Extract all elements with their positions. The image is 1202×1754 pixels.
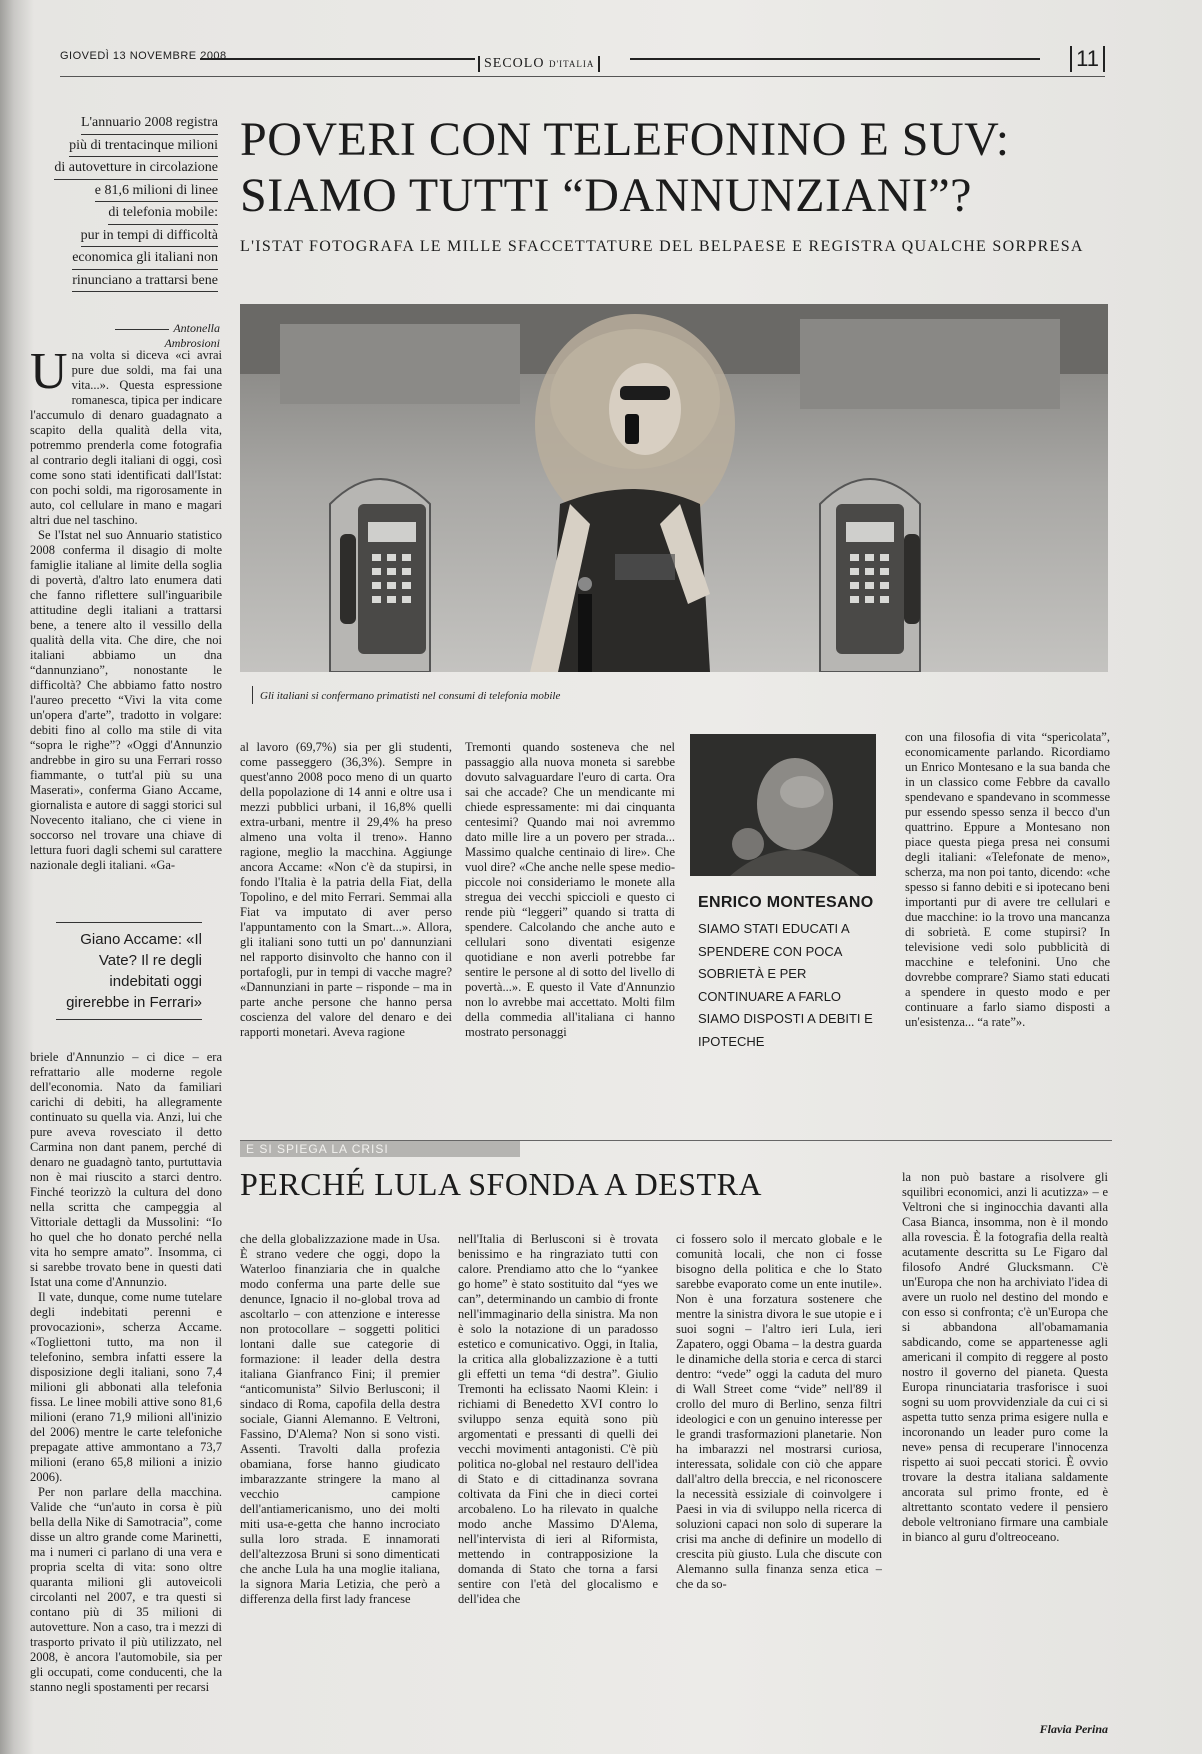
header-underline	[60, 76, 1105, 77]
headline-line-2: SIAMO TUTTI “DANNUNZIANI”?	[240, 169, 972, 222]
paragraph: la non può bastare a risolvere gli squilibri economici, anzi li acutizza» – e Veltroni che si inginocchia davanti alla Casa Bianca, insomma, non è il mondo alla rovescia. È la fotografia della realtà acutamente descritta su Le Figaro dal filosofo André Glucksmann. C'è un'Europa che non ha archiviato l'idea di avere un ruolo nel destino del mondo e con esso si confronta; c'è un'Europa che si abbandona all'obamamania sabdicando, come se appartenesse agli americani il compito di reggere al posto nostro il governo del pianeta. Questa Europa rinunciataria trasforisce i suoi sogni su uom provvidenziale da cui ci si aspetta tutto senza prima esigere nulla e incoronando un leader puro come la neve» pensa di recuperare l'innocenza rispetto ai suoi peccati storici. È ovvio trovare la destra italiana saldamente ancorata sul primo fronte, ed è altrettanto scontato vedere il pensiero debole veltroniano firmare una cambiale in bianco al guru d'oltreoceano.	[902, 1170, 1108, 1544]
portrait-illustration	[690, 734, 876, 876]
article-summary	[28, 112, 218, 292]
article-photo	[240, 304, 1108, 672]
page-number: 11	[1070, 46, 1105, 72]
caption-marker	[252, 686, 253, 704]
article2-column-3	[676, 1232, 882, 1732]
article2-column-1	[240, 1232, 440, 1732]
summary-line: pur in tempi di difficoltà	[81, 225, 218, 248]
summary-line: più di trentacinque milioni	[69, 135, 218, 158]
article-column-1	[30, 348, 222, 900]
issue-date: GIOVEDÌ 13 NOVEMBRE 2008	[60, 50, 227, 62]
payphone-left	[330, 479, 430, 672]
summary-line: rinunciano a trattarsi bene	[72, 270, 218, 293]
paragraph: na volta si diceva «ci avrai pure due soldi, ma fai una vita...». Questa espressione romanesca, tipica per indicare l'accumulo di denaro guadagnato a scapito della qualità della vita, potremmo prenderla come fotografia al contrario degli italiani di oggi, così come sono stati identificati dall'Istat: con pochi soldi, ma rigorosamente in auto, col cellulare in mano e magari altri due nel taschino.	[30, 348, 222, 527]
subheadline: L'ISTAT FOTOGRAFA LE MILLE SFACCETTATURE DEL BELPAESE E REGISTRA QUALCHE SORPRESA	[240, 238, 1084, 255]
header-rule-left	[200, 58, 475, 60]
byline-author: Antonella Ambrosioni	[60, 321, 220, 351]
article-column-3	[465, 740, 675, 1070]
paragraph: briele d'Annunzio – ci dice – era refrattario alle moderne regole dell'economia. Nato da familiari carichi di debiti, ha allegramente continuato su quella via. Anzi, lui che pure aveva rovesciato il detto Carmina non dant panem, perché di denaro ne guadagnò tanto, purtuttavia non è mai riuscito a starci dentro. Finché teorizzò la cultura del dono nella scritta che campeggia al Vittoriale dettagli da Mussolini: “Io ho quel che ho donato perché nella vita ho sempre amato”. Insomma, ci si sarebbe trovato bene in questi dati Istat una come d'Annunzio.	[30, 1050, 222, 1289]
paragraph: Per non parlare della macchina. Valide che “un'auto in corsa è più bella della Nike di Samotracia”, come disse un altro grande come Marinetti, ma i numeri ci parlano di una vera e propria scelta di vita: sono oltre quaranta milioni gli autoveicoli circolanti nel 2007, e tra questi si contano più di 35 milioni di autovetture. Non a caso, tra i mezzi di trasporto privato il più utilizzato, nel 2008, è ancora l'automobile, sia per gli occupati, come conducenti, che la stanno negli spostamenti per recarsi	[30, 1485, 222, 1694]
article-column-4	[905, 730, 1110, 1078]
main-headline	[240, 112, 1110, 224]
drop-cap: U	[30, 348, 68, 400]
summary-line: economica gli italiani non	[72, 247, 218, 270]
article-column-1-continued	[30, 1050, 222, 1730]
article-column-2	[240, 740, 452, 1070]
summary-line: di telefonia mobile:	[108, 202, 218, 225]
paragraph: nell'Italia di Berlusconi si è trovata benissimo e ha ringraziato tutti con calore. Prendiamo atto che lo “yankee go home” è stato sostituito dal “yes we can”, determinando un cambio di fronte nell'immaginario della sinistra. Ma non è solo la notazione di un paradosso estetico e comunicativo. Oggi, in Italia, la critica alla globalizzazione è a tutti gli effetti un tema “di destra”. Giulio Tremonti ha eclissato Naomi Klein: i richiami di Benedetto XVI contro lo sviluppo senza equità sono più argomentati e pressanti di quelli dei vecchi movimenti antagonisti. C'è più politica no-global nel restauro dell'idea di Stato e di cittadinanza sovrana coltivata da Fini che in dieci cortei arcobaleno. Lo ha rilevato in qualche modo anche Massimo D'Alema, nell'intervista di ieri al Riformista, mettendo in contrapposizione la domanda di Stato che torna a farsi sentire con l'età del glocalismo e dell'idea che	[458, 1232, 658, 1606]
portrait-photo	[690, 734, 876, 876]
article2-kicker: E SI SPIEGA LA CRISI	[240, 1141, 520, 1157]
pull-quote: Giano Accame: «Il Vate? Il re degli indebitati oggi girerebbe in Ferrari»	[56, 922, 202, 1020]
photo-caption: Gli italiani si confermano primatisti nel consumi di telefonia mobile	[260, 690, 561, 702]
summary-line: di autovetture in circolazione	[54, 157, 218, 180]
boxed-quote: SIAMO STATI EDUCATI A SPENDERE CON POCA SOBRIETÀ E PER CONTINUARE A FARLO SIAMO DISPOSTI A DEBITI E IPOTECHE	[698, 921, 873, 1049]
payphones-woman-illustration	[240, 304, 1108, 672]
summary-line: L'annuario 2008 registra	[81, 112, 218, 135]
newspaper-title-suffix: D'ITALIA	[548, 59, 595, 69]
newspaper-name	[478, 56, 600, 72]
header-rule-right	[630, 58, 1040, 60]
paragraph: Il vate, dunque, come nume tutelare degli indebitati perenni e provocazioni», scherza Accame. «Togliettoni tutto, ma non il telefonino, sembra infatti essere la disposizione degli italiani, sono 7,4 milioni gli abbonati alla telefonia fissa. Le linee mobili attive sono 81,6 milioni (erano 71,9 milioni all'inizio del 2006) mentre le carte telefoniche prepagate attive ammontano a 73,7 milioni (erano 65,8 milioni a inizio 2006).	[30, 1290, 222, 1484]
page-header	[60, 46, 1105, 80]
article2-headline: PERCHÉ LULA SFONDA A DESTRA	[240, 1166, 763, 1202]
paragraph: al lavoro (69,7%) sia per gli studenti, come passeggero (36,3%). Sempre in quest'anno 2008 poco meno di un quarto della popolazione di 14 anni e oltre usa i mezzi pubblici urbani, il 16,8% quelli extra-urbani, mentre il 29,4% ha preso almeno una volta il treno». Hanno ragione, meglio la macchina. Aggiunge ancora Accame: «Non c'è da stupirsi, in fondo l'Italia è la patria della Fiat, della Topolino, e del mito Ferrari. Semmai alla Fiat va imputato di aver perso l'appuntamento con la Smart...». Allora, gli italiani sono tutti un po' dannunziani nel rapporto disinvolto che hanno con il portafogli, pur in tempi di vacche magre? «Dannunziani in parte – risponde – ma in parte anche persone che hanno persa coscienza del valore del denaro e dei rapporti monetari. Aveva ragione	[240, 740, 452, 1039]
summary-line: e 81,6 milioni di linee	[95, 180, 218, 203]
article2-signature: Flavia Perina	[1039, 1722, 1108, 1736]
paragraph: Se l'Istat nel suo Annuario statistico 2008 conferma il disagio di molte famiglie italiane al limite della soglia di povertà, d'altro lato enumera dati che fanno riflettere sull'inguaribile attitudine degli italiani a trattarsi bene, a tenere alto il vessillo della qualità della vita. Che dire, che noi italiani abbiamo un dna “dannunziano”, nonostante le difficoltà? Che abbiamo fatto nostro l'aureo precetto “Vivi la vita come un'opera d'arte”, tradotto in volgare: debiti fino al collo ma stile di vita “sopra le righe”? «Oggi d'Annunzio andrebbe in giro su una Ferrari rosso fiammante, o tutt'al più su una Maserati», conferma Giano Accame, giornalista e autore di saggi storici sul Novecento italiano, che ci viene in soccorso nel trovare una chiave di lettura fuori dagli schemi sul carattere nazionale degli italiani. «Ga-	[30, 528, 222, 872]
article2-column-2	[458, 1232, 658, 1732]
paragraph: con una filosofia di vita “spericolata”, economicamente parlando. Ricordiamo un Enrico Montesano e la sua banda che in un classico come Febbre da cavallo spendevano e spandevano in scommesse pur essendo spesso senza il becco d'un quattrino. Eppure a Montesano non piace questa piega presa nei consumi degli italiani: «Telefonate de meno», scherza, ma non poi tanto, dicendo: «che spesso si fanno debiti e si ipotecano beni importanti pur di avere tre cellulari e due macchine: io la trovo una mancanza di sobrietà. E come stupirsi? In televisione vedi solo pubblicità di macchine e telefonini. Uno che dovrebbe comprare? Siamo stati educati a spendere in questo modo e per continuare a farlo siamo disposti a un'esistenza... “a rate”».	[905, 730, 1110, 1029]
newspaper-title: SECOLO	[484, 56, 545, 71]
paragraph: che della globalizzazione made in Usa. È strano vedere che oggi, dopo la Waterloo finanziaria che in qualche modo conferma una parte delle sue denunce, Ignacio il no-global trova ad ascoltarlo – con attenzione e interesse non protocollare – soggetti politici lontani dalle sue categorie di formazione: il leader della destra italiana Gianfranco Fini; il premier “anticomunista” Silvio Berlusconi; il sindaco di Roma, capofila della destra sociale, Gianni Alemanno. E Veltroni, Fassino, D'Alema? Non si sono visti. Assenti. Travolti dalla profezia obamiana, forse hanno giudicato imbarazzante stringere la mano al vecchio campione dell'antiamericanismo, uno dei molti miti usa-e-getta che hanno incrociato sulla loro strada. E innamorati dell'altezzosa Bruni si sono dimenticati che anche Lula ha una moglie italiana, la signora Maria Letizia, che però a differenza della first lady francese	[240, 1232, 440, 1606]
paragraph: Tremonti quando sosteneva che nel passaggio alla nuova moneta si sarebbe dovuto salvaguardare l'euro di carta. Ora sai che accade? Che un mendicante mi chiede espressamente: mi dai cinquanta centesimi? Quando mai noi avremmo dato mille lire a un povero per strada... Massimo qualche centinaio di lire». Che vuol dire? «Che anche nelle spese medio-piccole noi consideriamo le monete alla stregua dei vecchi spiccioli e questo ci rende più “leggeri” quando si tratta di spendere. Calcolando che anche auto e cellulari sono diventati esigenze quotidiane e non averli potrebbe far sentire le persone al di sotto del livello di povertà...». E questo il Vate d'Annunzio non lo avrebbe mai accettato. Molti film della commedia all'italiana ci hanno mostrato personaggi	[465, 740, 675, 1039]
payphone-right	[820, 479, 920, 672]
article2-column-4	[902, 1170, 1108, 1718]
headline-line-1: POVERI CON TELEFONINO E SUV:	[240, 113, 1010, 166]
quote-box-montesano	[690, 734, 876, 1049]
paragraph: ci fossero solo il mercato globale e le comunità locali, che non ci fosse bisogno della politica e che lo Stato sarebbe evaporato come un ente inutile». Non è una forzatura sostenere che mentre la sinistra divora le sue utopie e i suoi sogni – l'altro ieri Lula, ieri Zapatero, oggi Obama – la destra guarda le dinamiche della storia e cerca di starci dentro: “vede” oggi la caduta del muro di Wall Street come “vide” nell'89 il crollo del muro di Berlino, senza filtri ideologici e con un genuino interesse per le grandi trasformazioni planetarie. Non ha imbarazzi nel mostrarsi curiosa, interessata, solidale con ciò che appare dall'altro della breccia, e nel riconoscere la necessità essiziale di coinvolgere i Paesi in via di sviluppo nella ricerca di soluzioni capaci non solo di superare la crisi ma anche di definire un modello di crescita più giusto. Lula che discute con Alemanno sulla finanza senza etica – che da so-	[676, 1232, 882, 1591]
quoted-person-name: ENRICO MONTESANO	[698, 894, 874, 911]
woman-figure	[530, 314, 735, 672]
